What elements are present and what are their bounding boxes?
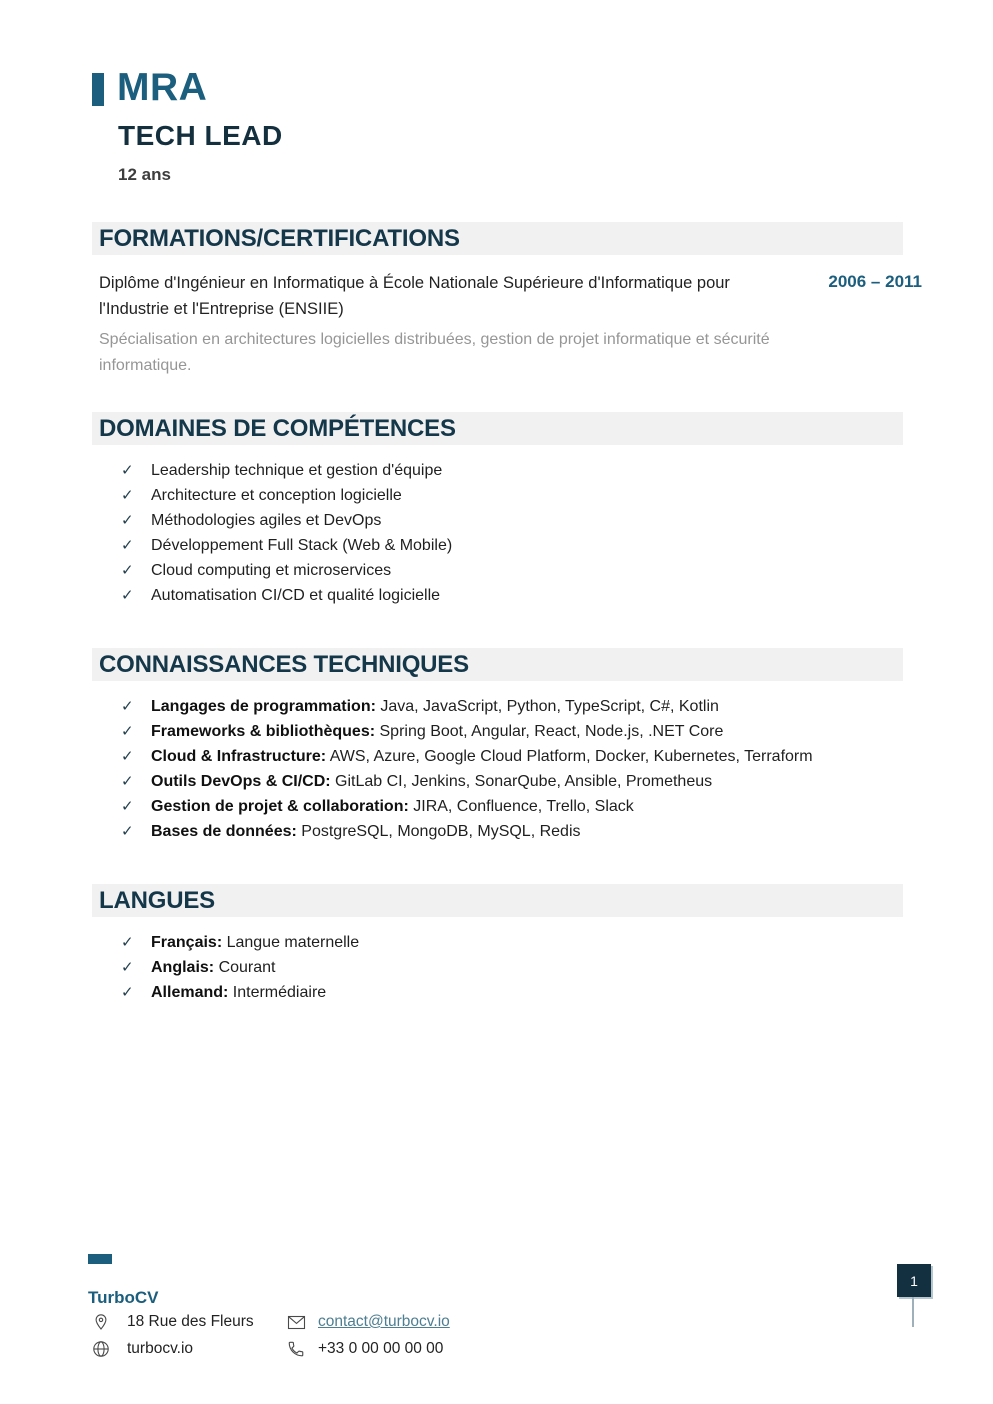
- language-item: [92, 930, 903, 955]
- tech-item: [92, 719, 903, 744]
- check-icon: ✓: [121, 537, 134, 554]
- contact-grid: [88, 1313, 450, 1358]
- check-icon: ✓: [121, 562, 134, 579]
- skill-item: [92, 483, 903, 508]
- phone-icon: [283, 1340, 318, 1358]
- skills-list: [92, 458, 903, 608]
- check-icon: ✓: [121, 462, 134, 479]
- phone-text: +33 0 00 00 00 00: [318, 1340, 444, 1357]
- footer-accent-mark: [88, 1254, 112, 1264]
- tech-label: Outils DevOps & CI/CD:: [151, 773, 331, 790]
- language-value: Intermédiaire: [228, 984, 327, 1001]
- skill-item: [92, 458, 903, 483]
- tech-value: AWS, Azure, Google Cloud Platform, Docker, Kubernetes, Terraform: [326, 748, 813, 765]
- check-icon: ✓: [121, 723, 134, 740]
- language-item: [92, 980, 903, 1005]
- tech-label: Cloud & Infrastructure:: [151, 748, 327, 765]
- tech-item: [92, 744, 903, 769]
- skill-item: [92, 533, 903, 558]
- languages-list: [92, 930, 903, 1005]
- tech-value: Spring Boot, Angular, React, Node.js, .NET Core: [375, 723, 724, 740]
- location-pin-icon: [88, 1313, 127, 1331]
- section-title-langues: LANGUES: [99, 887, 215, 914]
- check-icon: ✓: [121, 748, 134, 765]
- brand-name: TurboCV: [88, 1288, 159, 1307]
- tech-label: Langages de programmation:: [151, 698, 376, 715]
- tech-item: [92, 794, 903, 819]
- tech-value: PostgreSQL, MongoDB, MySQL, Redis: [296, 823, 581, 840]
- section-title-formations: FORMATIONS/CERTIFICATIONS: [99, 225, 460, 252]
- language-value: Langue maternelle: [222, 934, 360, 951]
- check-icon: ✓: [121, 823, 134, 840]
- section-title-connaissances: CONNAISSANCES TECHNIQUES: [99, 651, 469, 678]
- check-icon: ✓: [121, 984, 134, 1001]
- check-icon: ✓: [121, 587, 134, 604]
- tech-item: [92, 694, 903, 719]
- section-title-domaines: DOMAINES DE COMPÉTENCES: [99, 415, 456, 442]
- experience-years: 12 ans: [118, 165, 171, 184]
- check-icon: ✓: [121, 959, 134, 976]
- tech-value: JIRA, Confluence, Trello, Slack: [408, 798, 634, 815]
- tech-label: Bases de données:: [151, 823, 297, 840]
- website-text: turbocv.io: [127, 1340, 194, 1357]
- job-title: TECH LEAD: [118, 120, 283, 151]
- language-label: Anglais:: [151, 959, 215, 976]
- tech-value: Java, JavaScript, Python, TypeScript, C#, Kotlin: [375, 698, 719, 715]
- section-header-bar: [92, 222, 903, 255]
- section-domaines: [92, 412, 903, 608]
- section-langues: [92, 884, 903, 1005]
- section-header-bar: [92, 884, 903, 917]
- page-number-box: [897, 1264, 931, 1297]
- language-label: Français:: [151, 934, 223, 951]
- skill-text: Automatisation CI/CD et qualité logicielle: [151, 587, 441, 604]
- globe-icon: [88, 1340, 127, 1358]
- check-icon: ✓: [121, 798, 134, 815]
- education-date: 2006 – 2011: [828, 272, 922, 291]
- education-title: Diplôme d'Ingénieur en Informatique à École Nationale Supérieure d'Informatique pour l'Industrie et l'Entreprise (ENSIIE): [99, 274, 730, 318]
- tech-label: Gestion de projet & collaboration:: [151, 798, 409, 815]
- skill-text: Architecture et conception logicielle: [151, 487, 402, 504]
- tech-item: [92, 819, 903, 844]
- language-label: Allemand:: [151, 984, 229, 1001]
- address-text: 18 Rue des Fleurs: [127, 1313, 254, 1330]
- section-header-bar: [92, 412, 903, 445]
- email-link[interactable]: contact@turbocv.io: [318, 1313, 450, 1330]
- section-formations: [92, 222, 922, 379]
- language-item: [92, 955, 903, 980]
- header-accent-bar: [92, 73, 104, 106]
- skill-text: Méthodologies agiles et DevOps: [151, 512, 382, 529]
- tech-label: Frameworks & bibliothèques:: [151, 723, 376, 740]
- page-number: 1: [910, 1272, 918, 1289]
- tech-value: GitLab CI, Jenkins, SonarQube, Ansible, Prometheus: [330, 773, 713, 790]
- tech-item: [92, 769, 903, 794]
- check-icon: ✓: [121, 773, 134, 790]
- skill-text: Développement Full Stack (Web & Mobile): [151, 537, 453, 554]
- education-entry: [92, 270, 922, 379]
- check-icon: ✓: [121, 487, 134, 504]
- check-icon: ✓: [121, 512, 134, 529]
- tech-list: [92, 694, 903, 844]
- language-value: Courant: [214, 959, 276, 976]
- education-description: Spécialisation en architectures logicielles distribuées, gestion de projet informatique et sécurité informatique.: [99, 331, 770, 374]
- page-number-line: [912, 1297, 914, 1327]
- skill-text: Cloud computing et microservices: [151, 562, 392, 579]
- candidate-name: MRA: [117, 66, 208, 109]
- check-icon: ✓: [121, 698, 134, 715]
- skill-item: [92, 508, 903, 533]
- skill-item: [92, 558, 903, 583]
- section-header-bar: [92, 648, 903, 681]
- skill-item: [92, 583, 903, 608]
- check-icon: ✓: [121, 934, 134, 951]
- section-connaissances: [92, 648, 903, 844]
- envelope-icon: [283, 1315, 318, 1330]
- skill-text: Leadership technique et gestion d'équipe: [151, 462, 443, 479]
